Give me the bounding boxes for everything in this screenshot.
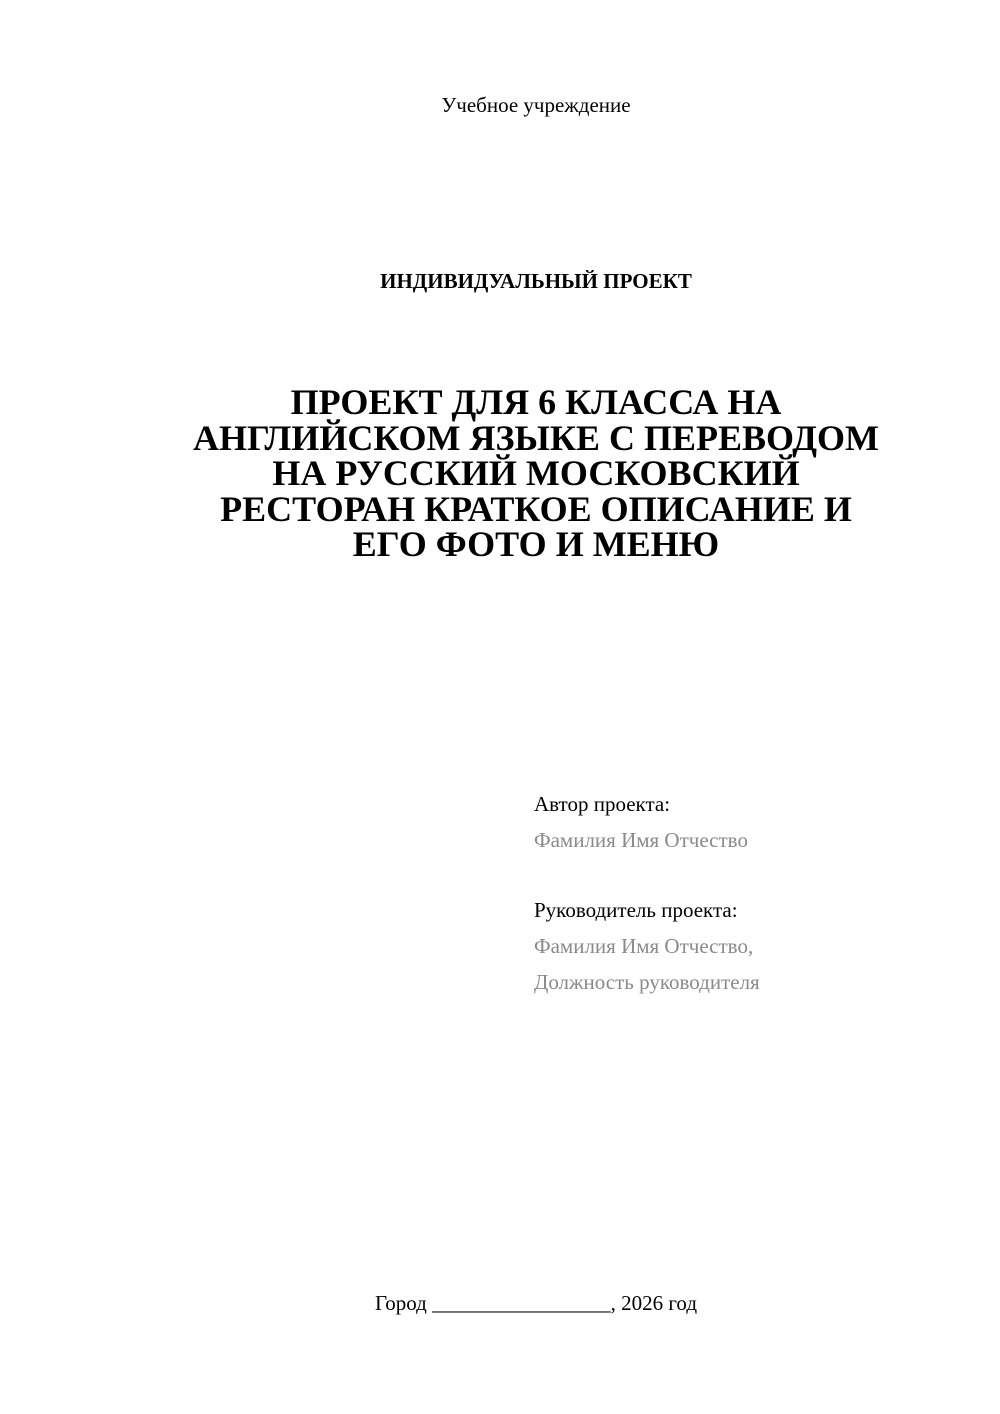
author-label: Автор проекта: [534,792,671,816]
supervisor-position-placeholder: Должность руководителя [534,970,760,994]
document-type-heading: ИНДИВИДУАЛЬНЫЙ ПРОЕКТ [380,269,692,293]
project-title-line-2: АНГЛИЙСКОМ ЯЗЫКЕ С ПЕРЕВОДОМ [193,417,879,458]
supervisor-label: Руководитель проекта: [534,898,738,922]
author-block [534,786,974,858]
institution-name: Учебное учреждение [441,93,631,117]
project-title-line-3: НА РУССКИЙ МОСКОВСКИЙ [272,453,800,493]
project-title-line-5: ЕГО ФОТО И МЕНЮ [352,524,720,564]
supervisor-name-placeholder: Фамилия Имя Отчество, [534,934,754,958]
supervisor-block [534,892,974,1000]
city-year-line: Город _________________, 2026 год [374,1291,698,1315]
author-name-placeholder: Фамилия Имя Отчество [534,828,748,852]
project-title-line-1: ПРОЕКТ ДЛЯ 6 КЛАССА НА [290,382,782,422]
project-title [160,382,912,564]
project-title-line-4: РЕСТОРАН КРАТКОЕ ОПИСАНИЕ И [220,488,852,529]
